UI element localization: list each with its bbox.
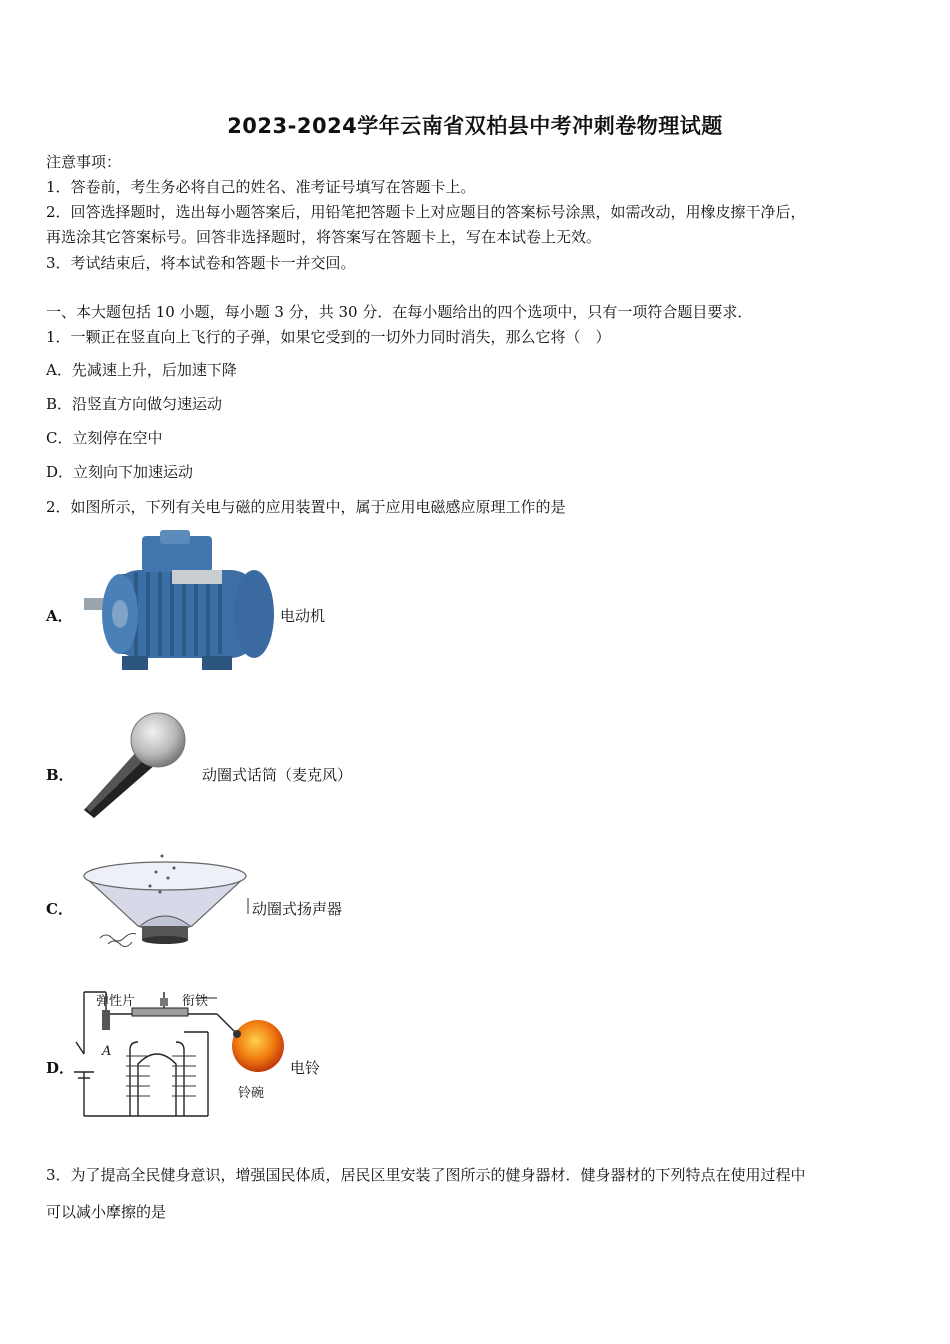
question-2-option-a-letter: A． [46, 607, 73, 625]
notice-item: 2．回答选择题时，选出每小题答案后，用铅笔把答题卡上对应题目的答案标号涂黑，如需改动，用橡皮擦干净后， [46, 203, 806, 221]
question-2-option-a-label: 电动机 [280, 607, 326, 625]
section-heading: 一、本大题包括 10 小题，每小题 3 分，共 30 分．在每小题给出的四个选项中，只有一项符合题目要求． [46, 303, 753, 321]
question-3-stem-line-2: 可以减小摩擦的是 [46, 1203, 167, 1221]
microphone-image [80, 710, 192, 822]
question-1-option-c: C．立刻停在空中 [46, 429, 163, 447]
notice-item: 3．考试结束后，将本试卷和答题卡一并交回。 [46, 254, 356, 272]
question-2-stem: 2．如图所示，下列有关电与磁的应用装置中，属于应用电磁感应原理工作的是 [46, 498, 566, 516]
question-2-option-d-letter: D． [46, 1059, 75, 1077]
notice-item: 1．答卷前，考生务必将自己的姓名、准考证号填写在答题卡上。 [46, 178, 476, 196]
question-2-option-b-letter: B． [46, 766, 74, 784]
bell-armature-label: 衔铁 [182, 994, 209, 1009]
notice-heading: 注意事项： [46, 153, 122, 171]
question-1-option-d: D．立刻向下加速运动 [46, 463, 194, 481]
page-title: 2023-2024学年云南省双柏县中考冲刺卷物理试题 [227, 114, 723, 138]
question-2-option-b-label: 动圈式话筒（麦克风） [202, 766, 353, 784]
question-2-option-d-label: 电铃 [290, 1059, 321, 1077]
question-3-stem-line-1: 3．为了提高全民健身意识，增强国民体质，居民区里安装了图所示的健身器材．健身器材的下列特点在使用过程中 [46, 1166, 806, 1184]
question-1-option-b: B．沿竖直方向做匀速运动 [46, 395, 223, 413]
bell-spring-label: 弹性片 [96, 994, 136, 1009]
question-2-option-c-letter: C． [46, 900, 73, 918]
bell-bowl-label: 铃碗 [238, 1086, 265, 1101]
question-2-option-c-label: 动圈式扬声器 [252, 900, 343, 918]
question-1-option-a: A．先减速上升，后加速下降 [46, 361, 237, 379]
bell-point-label: A [102, 1044, 112, 1059]
loudspeaker-image [80, 848, 250, 948]
notice-item: 再选涂其它答案标号。回答非选择题时，将答案写在答题卡上，写在本试卷上无效。 [46, 228, 602, 246]
electric-motor-image [82, 530, 282, 675]
question-1-stem: 1．一颗正在竖直向上飞行的子弹，如果它受到的一切外力同时消失，那么它将（ ） [46, 328, 611, 346]
